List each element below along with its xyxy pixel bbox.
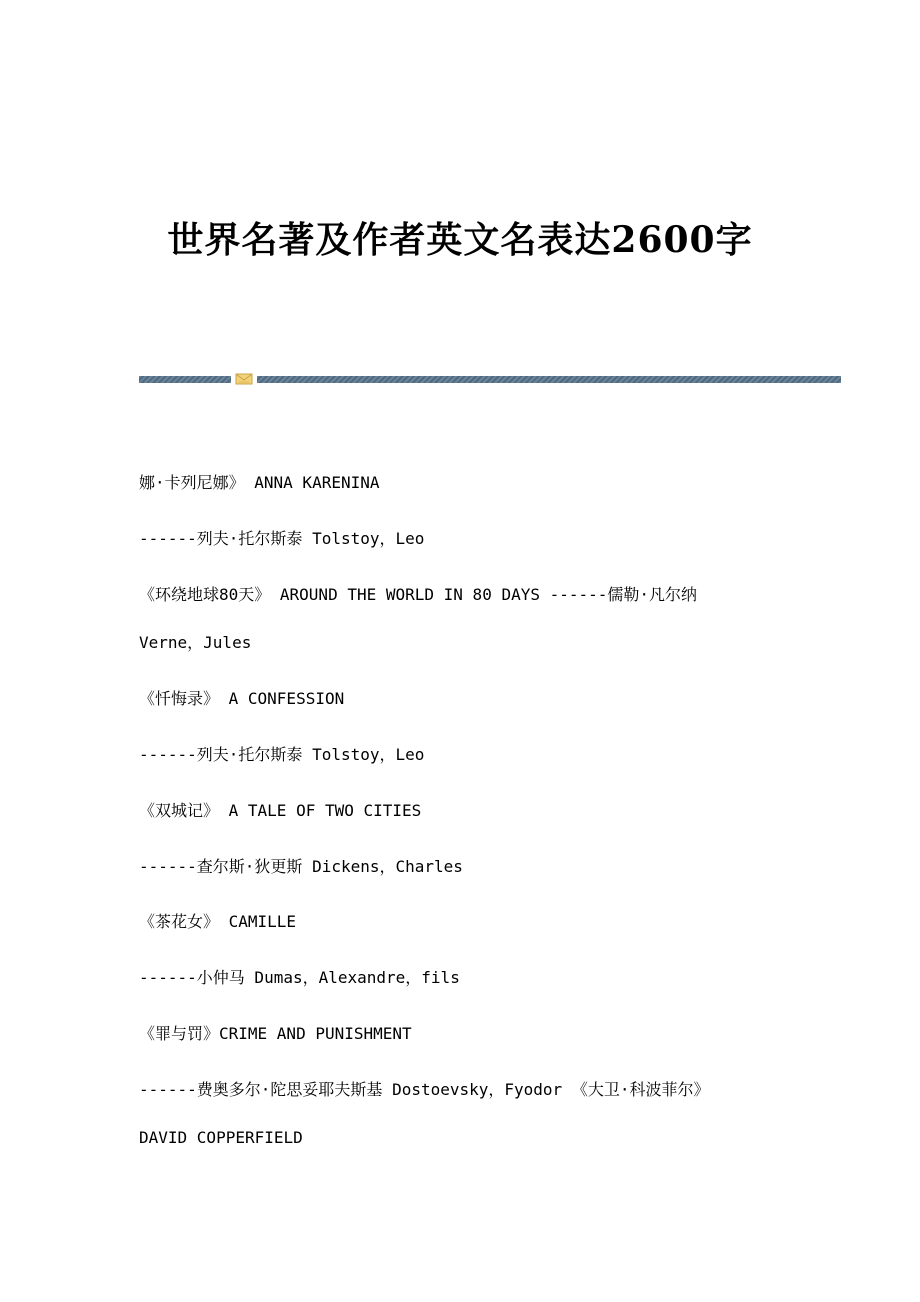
- text-line: 《双城记》 A TALE OF TWO CITIES: [139, 801, 422, 820]
- text-line: Verne，Jules: [139, 633, 252, 652]
- divider-bar-left: [139, 376, 231, 383]
- text-line: 《罪与罚》CRIME AND PUNISHMENT: [139, 1024, 412, 1043]
- divider-bar-right: [257, 376, 841, 383]
- decorative-divider: [139, 373, 841, 385]
- page-title: 世界名著及作者英文名表达2600字: [167, 219, 753, 261]
- text-line: ------小仲马 Dumas，Alexandre，fils: [139, 968, 460, 987]
- envelope-icon: [235, 373, 253, 385]
- text-line: ------列夫·托尔斯泰 Tolstoy，Leo: [139, 529, 425, 548]
- text-line: 《茶花女》 CAMILLE: [139, 912, 297, 931]
- document-body: [139, 0, 839, 1147]
- text-line: 《忏悔录》 A CONFESSION: [139, 689, 345, 708]
- text-line: ------列夫·托尔斯泰 Tolstoy，Leo: [139, 745, 425, 764]
- text-line: 娜·卡列尼娜》 ANNA KARENINA: [139, 473, 380, 492]
- text-line: ------查尔斯·狄更斯 Dickens，Charles: [139, 857, 463, 876]
- text-line: ------费奥多尔·陀思妥耶夫斯基 Dostoevsky，Fyodor 《大卫·科波菲尔》: [139, 1080, 710, 1099]
- text-line: DAVID COPPERFIELD: [139, 1128, 303, 1147]
- text-line: 《环绕地球80天》 AROUND THE WORLD IN 80 DAYS ------儒勒·凡尔纳: [139, 585, 698, 604]
